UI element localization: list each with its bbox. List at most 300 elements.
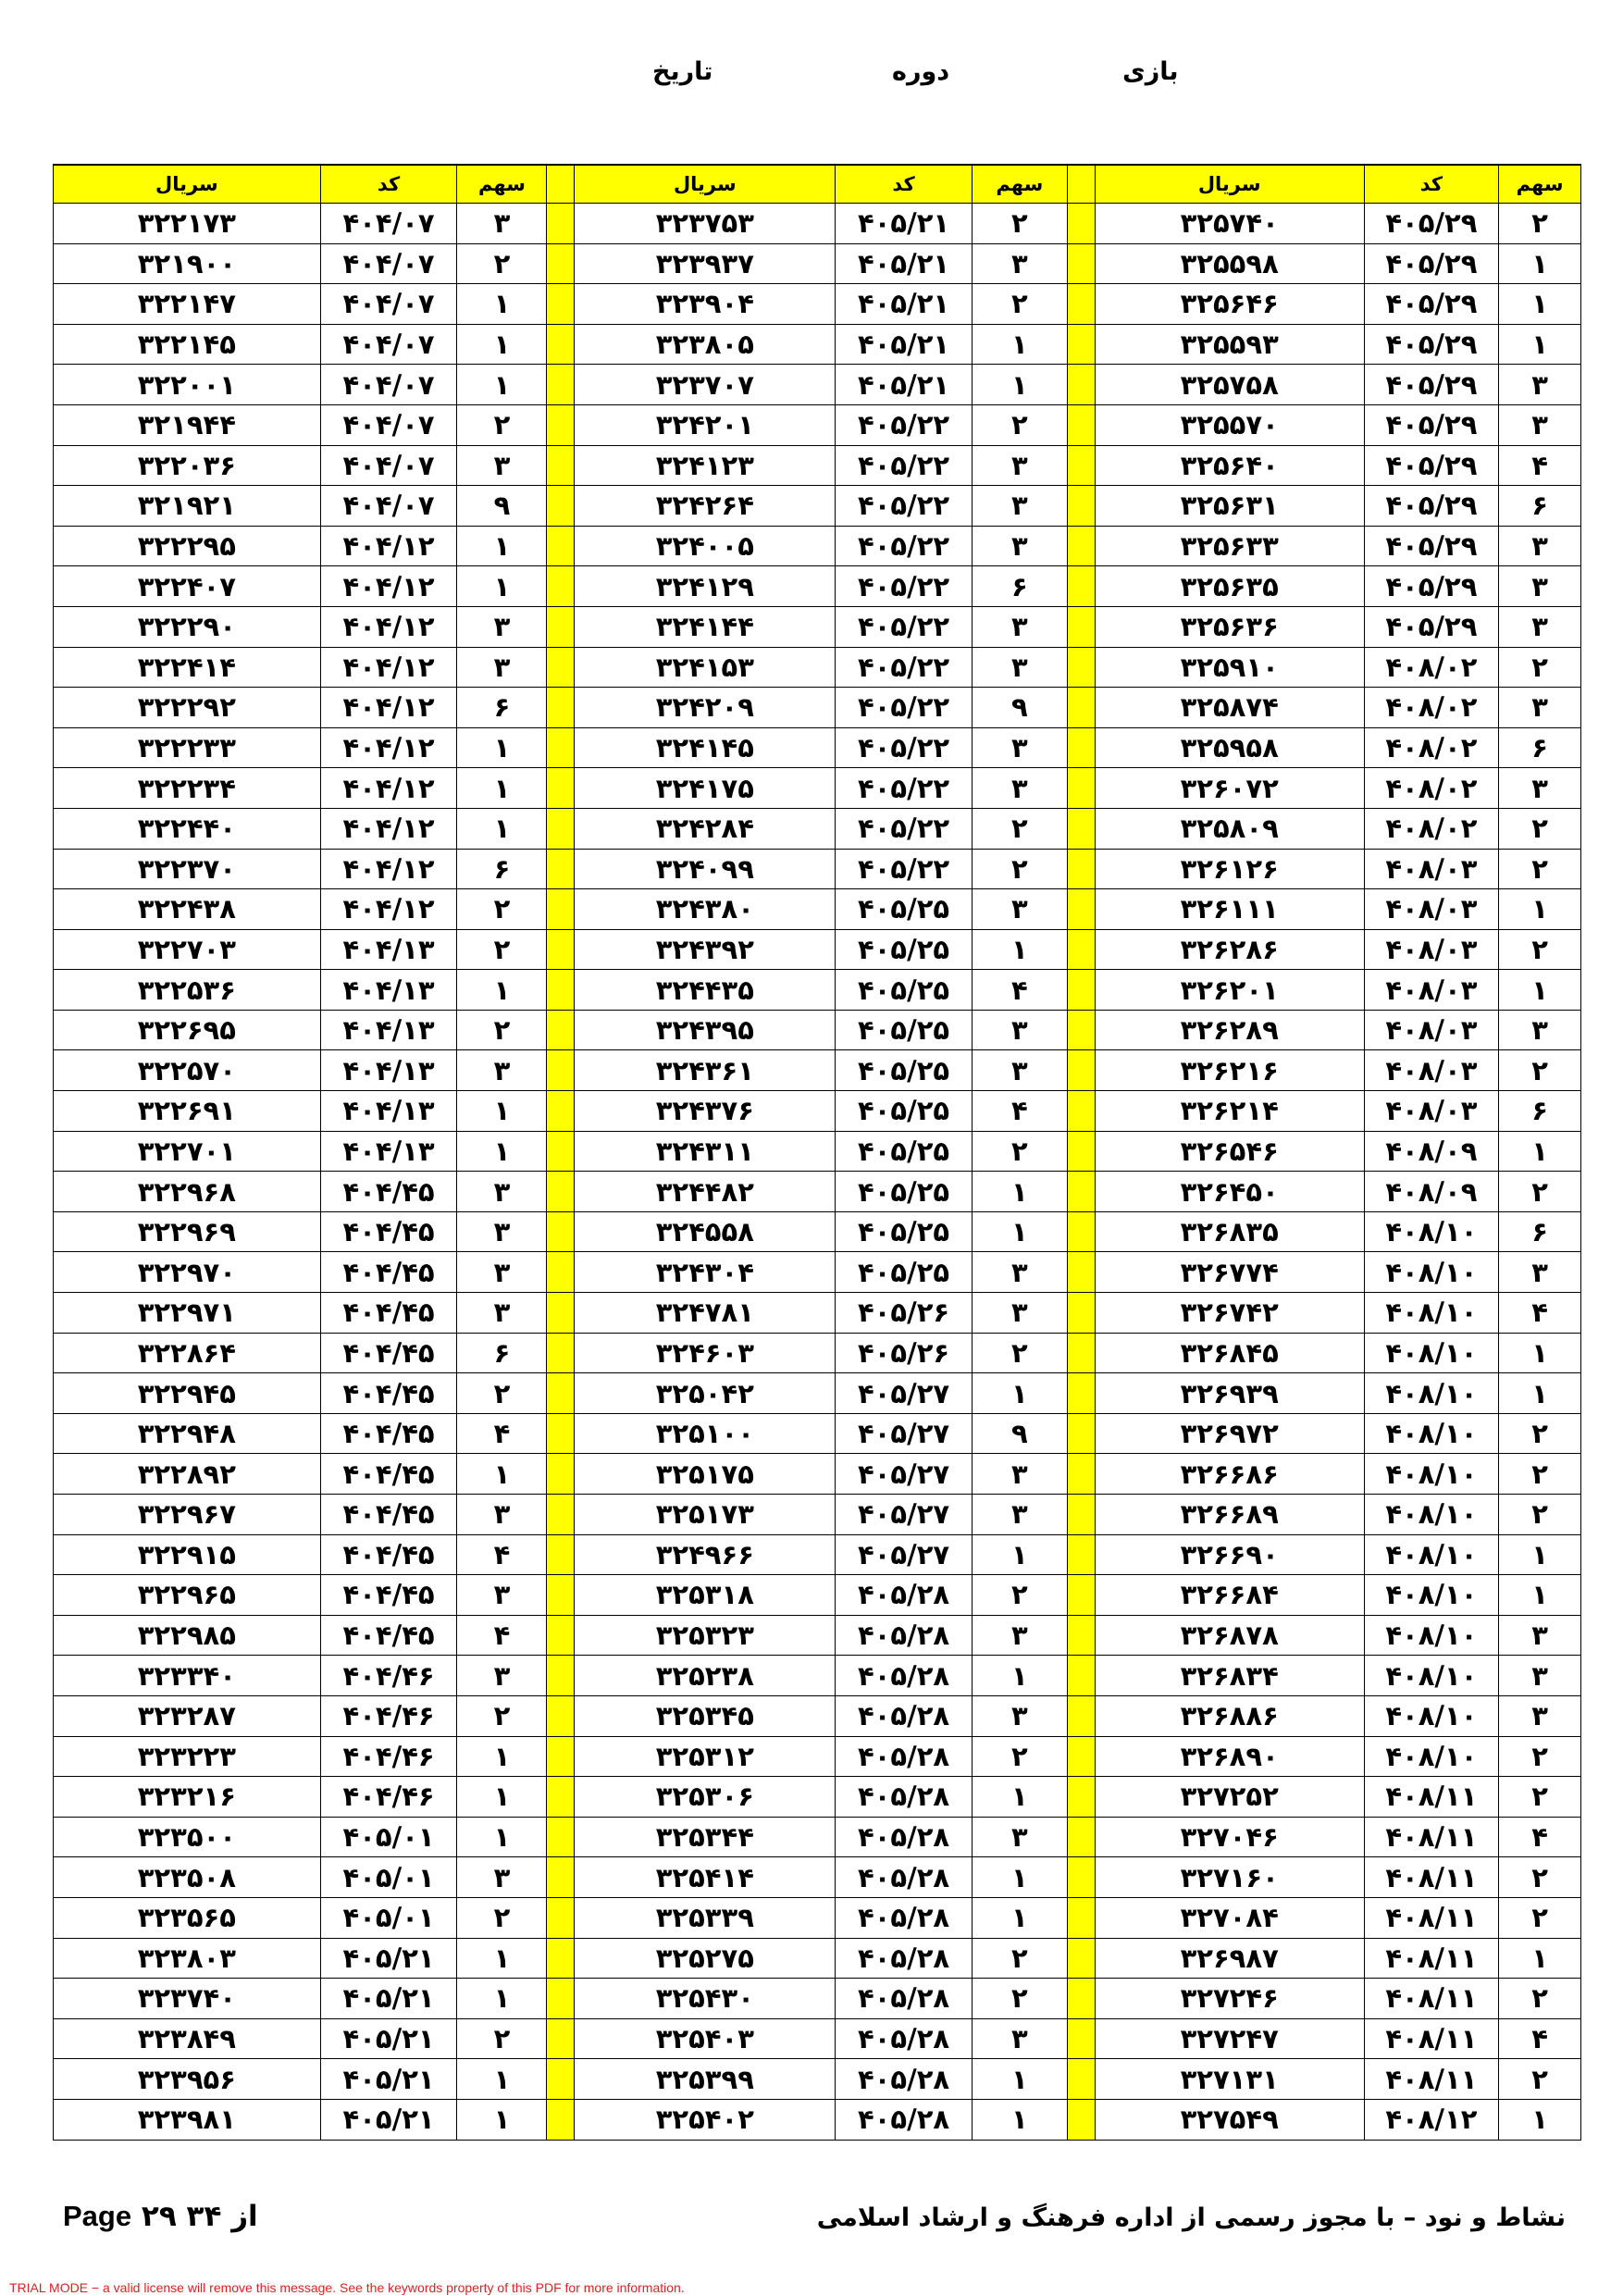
column-spacer [547,1736,575,1777]
cell-serial: ۳۲۶۷۴۲ [1095,1293,1364,1334]
column-spacer [547,1373,575,1414]
cell-share: ۲ [457,1373,547,1414]
column-spacer [1067,1979,1095,2019]
cell-serial: ۳۲۶۹۳۹ [1095,1373,1364,1414]
cell-serial: ۳۲۴۴۸۲ [575,1172,836,1212]
column-spacer [1067,1575,1095,1616]
cell-code: ۴۰۴/۱۲ [320,647,457,688]
cell-share: ۱ [1499,889,1581,930]
cell-share: ۲ [457,404,547,445]
cell-code: ۴۰۸/۰۲ [1364,688,1498,728]
cell-share: ۲ [972,284,1067,325]
column-spacer [1067,1495,1095,1535]
cell-code: ۴۰۵/۲۹ [1364,404,1498,445]
column-spacer [547,1979,575,2019]
column-spacer [547,486,575,527]
table-row [54,1293,1581,1334]
cell-serial: ۳۲۲۳۷۰ [54,849,321,889]
column-spacer [1067,1252,1095,1293]
cell-code: ۴۰۴/۱۳ [320,1091,457,1132]
column-spacer [547,1817,575,1857]
cell-share: ۲ [1499,1777,1581,1818]
column-spacer [1067,1131,1095,1172]
cell-serial: ۳۲۳۵۰۰ [54,1817,321,1857]
cell-share: ۳ [1499,606,1581,647]
cell-serial: ۳۲۷۰۴۶ [1095,1817,1364,1857]
cell-serial: ۳۲۶۵۴۶ [1095,1131,1364,1172]
cell-serial: ۳۲۲۰۰۱ [54,365,321,405]
cell-code: ۴۰۵/۲۵ [836,970,973,1011]
cell-code: ۴۰۸/۱۰ [1364,1575,1498,1616]
cell-share: ۲ [972,1736,1067,1777]
column-spacer [1067,1373,1095,1414]
cell-code: ۴۰۵/۲۲ [836,688,973,728]
table-row [54,849,1581,889]
cell-share: ۳ [457,1857,547,1898]
cell-share: ۲ [972,1575,1067,1616]
cell-share: ۳ [972,1010,1067,1050]
col-header-share: سهم [972,165,1067,204]
cell-share: ۲ [1499,204,1581,244]
cell-share: ۱ [457,768,547,809]
cell-share: ۶ [457,849,547,889]
cell-share: ۲ [1499,1050,1581,1091]
cell-code: ۴۰۵/۲۲ [836,768,973,809]
cell-share: ۲ [457,929,547,970]
cell-share: ۲ [972,404,1067,445]
column-spacer [1067,2099,1095,2140]
column-spacer [1067,1777,1095,1818]
cell-share: ۳ [972,1817,1067,1857]
cell-code: ۴۰۵/۲۹ [1364,204,1498,244]
cell-code: ۴۰۴/۱۲ [320,566,457,607]
cell-serial: ۳۲۲۷۰۳ [54,929,321,970]
cell-code: ۴۰۴/۴۵ [320,1615,457,1656]
table-row [54,445,1581,486]
col-header-share: سهم [1499,165,1581,204]
cell-serial: ۳۲۴۲۰۹ [575,688,836,728]
cell-serial: ۳۲۲۱۴۷ [54,284,321,325]
column-spacer [1067,1454,1095,1495]
cell-code: ۴۰۵/۲۵ [836,1010,973,1050]
table-row [54,929,1581,970]
column-spacer [1067,1817,1095,1857]
cell-share: ۳ [1499,688,1581,728]
cell-code: ۴۰۵/۲۸ [836,1777,973,1818]
of-label: از [231,2200,258,2233]
current-page: ۲۹ [141,2200,177,2233]
cell-share: ۲ [1499,1857,1581,1898]
column-spacer [1067,1897,1095,1938]
cell-serial: ۳۲۵۹۱۰ [1095,647,1364,688]
column-spacer [547,526,575,566]
cell-code: ۴۰۸/۰۹ [1364,1131,1498,1172]
cell-code: ۴۰۴/۱۲ [320,606,457,647]
cell-serial: ۳۲۵۶۳۶ [1095,606,1364,647]
table-header-row [54,165,1581,204]
cell-code: ۴۰۸/۱۰ [1364,1495,1498,1535]
cell-share: ۱ [457,808,547,849]
cell-share: ۴ [457,1413,547,1454]
cell-serial: ۳۲۴۲۸۴ [575,808,836,849]
cell-share: ۹ [457,486,547,527]
column-spacer [1067,1010,1095,1050]
column-spacer [1067,284,1095,325]
cell-serial: ۳۲۵۳۹۹ [575,2059,836,2100]
column-spacer [1067,727,1095,768]
column-spacer [547,1091,575,1132]
cell-share: ۱ [457,566,547,607]
cell-share: ۲ [1499,929,1581,970]
column-spacer [547,1211,575,1252]
column-spacer [547,404,575,445]
cell-serial: ۳۲۳۳۴۰ [54,1656,321,1696]
cell-serial: ۳۲۳۸۰۵ [575,324,836,365]
cell-code: ۴۰۸/۱۰ [1364,1656,1498,1696]
cell-code: ۴۰۴/۱۲ [320,889,457,930]
cell-code: ۴۰۸/۱۱ [1364,1817,1498,1857]
table-row [54,647,1581,688]
cell-code: ۴۰۵/۲۸ [836,1897,973,1938]
cell-share: ۲ [457,1010,547,1050]
table-row [54,1736,1581,1777]
cell-code: ۴۰۵/۲۹ [1364,284,1498,325]
cell-serial: ۳۲۵۸۷۴ [1095,688,1364,728]
cell-share: ۳ [972,889,1067,930]
table-row [54,1413,1581,1454]
cell-serial: ۳۲۶۸۳۴ [1095,1656,1364,1696]
table-row [54,1857,1581,1898]
column-spacer [1067,1172,1095,1212]
cell-code: ۴۰۵/۲۲ [836,647,973,688]
cell-serial: ۳۲۵۰۴۲ [575,1373,836,1414]
cell-serial: ۳۲۲۲۳۴ [54,768,321,809]
cell-share: ۶ [972,566,1067,607]
cell-share: ۳ [1499,1010,1581,1050]
cell-code: ۴۰۸/۱۱ [1364,2059,1498,2100]
column-spacer [1067,1736,1095,1777]
cell-code: ۴۰۸/۱۲ [1364,2099,1498,2140]
cell-share: ۱ [457,1777,547,1818]
cell-serial: ۳۲۲۲۹۰ [54,606,321,647]
cell-code: ۴۰۵/۲۵ [836,929,973,970]
cell-serial: ۳۲۶۰۷۲ [1095,768,1364,809]
cell-code: ۴۰۸/۱۰ [1364,1695,1498,1736]
header-period-label: دوره [892,57,950,86]
column-spacer [1067,1050,1095,1091]
cell-code: ۴۰۴/۴۶ [320,1777,457,1818]
cell-serial: ۳۲۷۲۴۶ [1095,1979,1364,2019]
cell-serial: ۳۲۶۱۲۶ [1095,849,1364,889]
column-spacer [1067,849,1095,889]
cell-serial: ۳۲۲۹۱۵ [54,1534,321,1575]
column-spacer [547,1413,575,1454]
cell-serial: ۳۲۲۸۹۲ [54,1454,321,1495]
table-row [54,1817,1581,1857]
table-row [54,1897,1581,1938]
cell-code: ۴۰۵/۲۹ [1364,526,1498,566]
cell-share: ۳ [972,1293,1067,1334]
col-header-serial: سریال [1095,165,1364,204]
column-spacer [547,1656,575,1696]
results-table [53,164,1581,2141]
cell-share: ۴ [457,1534,547,1575]
column-spacer [1067,486,1095,527]
table-row [54,1373,1581,1414]
table-row [54,1575,1581,1616]
column-spacer [547,1252,575,1293]
table-row [54,324,1581,365]
cell-serial: ۳۲۶۷۷۴ [1095,1252,1364,1293]
column-spacer [1067,2059,1095,2100]
cell-serial: ۳۲۵۳۳۹ [575,1897,836,1938]
cell-code: ۴۰۴/۱۲ [320,808,457,849]
column-spacer [547,1534,575,1575]
cell-code: ۴۰۸/۱۰ [1364,1413,1498,1454]
cell-code: ۴۰۴/۱۲ [320,849,457,889]
cell-share: ۲ [457,243,547,284]
cell-code: ۴۰۵/۲۸ [836,1736,973,1777]
cell-code: ۴۰۵/۲۸ [836,2018,973,2059]
cell-serial: ۳۲۵۱۷۵ [575,1454,836,1495]
cell-share: ۳ [457,1252,547,1293]
column-spacer [547,970,575,1011]
cell-code: ۴۰۵/۲۲ [836,526,973,566]
cell-share: ۳ [457,606,547,647]
cell-code: ۴۰۸/۰۲ [1364,647,1498,688]
cell-share: ۱ [1499,1333,1581,1373]
cell-share: ۱ [972,929,1067,970]
cell-code: ۴۰۵/۲۱ [836,324,973,365]
column-spacer [1067,404,1095,445]
cell-serial: ۳۲۶۸۷۸ [1095,1615,1364,1656]
cell-share: ۱ [457,1938,547,1979]
cell-code: ۴۰۵/۲۲ [836,566,973,607]
cell-code: ۴۰۵/۲۵ [836,1172,973,1212]
cell-serial: ۳۲۵۴۱۴ [575,1857,836,1898]
cell-share: ۲ [972,204,1067,244]
cell-share: ۲ [1499,1413,1581,1454]
header-date-label: تاریخ [652,57,713,86]
cell-serial: ۳۲۴۳۱۱ [575,1131,836,1172]
page-indicator [63,2200,258,2233]
cell-code: ۴۰۸/۱۰ [1364,1373,1498,1414]
cell-share: ۶ [1499,1091,1581,1132]
cell-code: ۴۰۵/۲۸ [836,1817,973,1857]
cell-share: ۳ [457,1211,547,1252]
cell-code: ۴۰۵/۲۵ [836,889,973,930]
cell-serial: ۳۲۲۴۳۸ [54,889,321,930]
cell-share: ۱ [1499,243,1581,284]
column-spacer [1067,445,1095,486]
table-row [54,1534,1581,1575]
cell-share: ۳ [457,1495,547,1535]
cell-serial: ۳۲۱۹۲۱ [54,486,321,527]
cell-serial: ۳۲۵۵۷۰ [1095,404,1364,445]
cell-serial: ۳۲۳۷۰۷ [575,365,836,405]
cell-code: ۴۰۸/۱۱ [1364,2018,1498,2059]
cell-serial: ۳۲۵۳۴۵ [575,1695,836,1736]
cell-code: ۴۰۸/۱۰ [1364,1333,1498,1373]
column-spacer [547,2018,575,2059]
cell-share: ۳ [1499,768,1581,809]
cell-share: ۱ [457,1736,547,1777]
cell-code: ۴۰۵/۲۱ [320,1938,457,1979]
cell-serial: ۳۲۳۸۴۹ [54,2018,321,2059]
cell-code: ۴۰۴/۴۵ [320,1172,457,1212]
cell-serial: ۳۲۶۹۷۲ [1095,1413,1364,1454]
cell-serial: ۳۲۶۲۸۹ [1095,1010,1364,1050]
cell-code: ۴۰۵/۰۱ [320,1897,457,1938]
cell-share: ۳ [972,1495,1067,1535]
cell-serial: ۳۲۶۶۸۹ [1095,1495,1364,1535]
cell-share: ۱ [972,324,1067,365]
cell-serial: ۳۲۴۳۹۵ [575,1010,836,1050]
cell-share: ۱ [972,1656,1067,1696]
column-spacer [547,1333,575,1373]
cell-share: ۳ [1499,404,1581,445]
cell-code: ۴۰۴/۴۶ [320,1695,457,1736]
cell-share: ۳ [457,1050,547,1091]
cell-share: ۱ [972,1897,1067,1938]
cell-code: ۴۰۴/۰۷ [320,365,457,405]
cell-code: ۴۰۵/۲۸ [836,2059,973,2100]
column-spacer [547,204,575,244]
cell-serial: ۳۲۳۹۵۶ [54,2059,321,2100]
cell-serial: ۳۲۳۵۰۸ [54,1857,321,1898]
cell-serial: ۳۲۲۲۹۵ [54,526,321,566]
cell-code: ۴۰۵/۲۶ [836,1333,973,1373]
column-spacer [547,1454,575,1495]
cell-share: ۲ [457,2018,547,2059]
cell-serial: ۳۲۵۹۵۸ [1095,727,1364,768]
table-row [54,727,1581,768]
cell-share: ۱ [457,2059,547,2100]
cell-share: ۲ [1499,1979,1581,2019]
column-spacer [1067,606,1095,647]
column-spacer [547,284,575,325]
cell-code: ۴۰۵/۲۸ [836,1656,973,1696]
cell-code: ۴۰۸/۱۰ [1364,1736,1498,1777]
cell-code: ۴۰۸/۱۱ [1364,1938,1498,1979]
cell-share: ۶ [1499,486,1581,527]
cell-serial: ۳۲۶۶۸۶ [1095,1454,1364,1495]
cell-serial: ۳۲۵۵۹۸ [1095,243,1364,284]
cell-serial: ۳۲۴۳۷۶ [575,1091,836,1132]
col-header-code: کد [320,165,457,204]
cell-serial: ۳۲۵۲۳۸ [575,1656,836,1696]
cell-code: ۴۰۵/۲۷ [836,1413,973,1454]
cell-serial: ۳۲۶۲۱۶ [1095,1050,1364,1091]
cell-share: ۱ [972,1172,1067,1212]
cell-share: ۱ [972,1777,1067,1818]
cell-serial: ۳۲۲۹۷۰ [54,1252,321,1293]
cell-share: ۲ [1499,1736,1581,1777]
column-spacer [1067,768,1095,809]
column-spacer [1067,1695,1095,1736]
column-spacer [1067,243,1095,284]
col-header-code: کد [1364,165,1498,204]
cell-serial: ۳۲۴۱۲۳ [575,445,836,486]
cell-share: ۳ [457,647,547,688]
table-row [54,1979,1581,2019]
cell-serial: ۳۲۳۸۰۳ [54,1938,321,1979]
cell-serial: ۳۲۴۱۵۳ [575,647,836,688]
cell-share: ۱ [972,1534,1067,1575]
cell-share: ۲ [457,1897,547,1938]
cell-serial: ۳۲۵۳۱۸ [575,1575,836,1616]
cell-share: ۴ [1499,1817,1581,1857]
cell-share: ۱ [457,284,547,325]
cell-share: ۳ [972,486,1067,527]
cell-code: ۴۰۴/۴۵ [320,1495,457,1535]
cell-code: ۴۰۴/۴۵ [320,1293,457,1334]
cell-code: ۴۰۴/۰۷ [320,324,457,365]
table-row [54,688,1581,728]
cell-share: ۹ [972,1413,1067,1454]
cell-share: ۳ [457,1656,547,1696]
cell-code: ۴۰۵/۲۵ [836,1050,973,1091]
column-spacer [1067,365,1095,405]
cell-share: ۳ [457,1172,547,1212]
table-row [54,284,1581,325]
cell-serial: ۳۲۳۵۶۵ [54,1897,321,1938]
cell-code: ۴۰۴/۴۵ [320,1575,457,1616]
cell-code: ۴۰۴/۴۵ [320,1413,457,1454]
cell-share: ۳ [1499,1615,1581,1656]
cell-code: ۴۰۸/۱۰ [1364,1534,1498,1575]
cell-serial: ۳۲۷۵۴۹ [1095,2099,1364,2140]
cell-code: ۴۰۸/۱۱ [1364,1897,1498,1938]
cell-code: ۴۰۵/۲۱ [836,284,973,325]
cell-code: ۴۰۵/۲۲ [836,486,973,527]
column-spacer [1067,688,1095,728]
cell-serial: ۳۲۶۶۸۴ [1095,1575,1364,1616]
cell-code: ۴۰۴/۴۵ [320,1454,457,1495]
cell-serial: ۳۲۴۲۶۴ [575,486,836,527]
cell-share: ۳ [457,204,547,244]
column-spacer [547,1777,575,1818]
column-spacer [1067,1333,1095,1373]
cell-share: ۶ [1499,727,1581,768]
cell-code: ۴۰۸/۰۳ [1364,1010,1498,1050]
cell-share: ۲ [1499,1172,1581,1212]
cell-code: ۴۰۵/۲۵ [836,1211,973,1252]
cell-serial: ۳۲۴۳۰۴ [575,1252,836,1293]
cell-serial: ۳۲۳۷۴۰ [54,1979,321,2019]
cell-share: ۱ [457,324,547,365]
cell-code: ۴۰۸/۱۰ [1364,1211,1498,1252]
cell-code: ۴۰۵/۲۷ [836,1454,973,1495]
table-row [54,808,1581,849]
cell-code: ۴۰۴/۴۵ [320,1373,457,1414]
cell-code: ۴۰۵/۲۸ [836,1857,973,1898]
cell-serial: ۳۲۵۳۲۳ [575,1615,836,1656]
cell-serial: ۳۲۲۸۶۴ [54,1333,321,1373]
cell-serial: ۳۲۱۹۰۰ [54,243,321,284]
table-row [54,1252,1581,1293]
cell-serial: ۳۲۳۹۸۱ [54,2099,321,2140]
license-notice: نشاط و نود – با مجوز رسمی از اداره فرهنگ و ارشاد اسلامی [816,2203,1566,2232]
cell-share: ۲ [1499,1454,1581,1495]
cell-share: ۱ [457,727,547,768]
cell-share: ۲ [1499,808,1581,849]
table-row [54,2018,1581,2059]
table-row [54,768,1581,809]
cell-share: ۳ [972,243,1067,284]
cell-code: ۴۰۵/۲۲ [836,727,973,768]
cell-serial: ۳۲۲۹۶۸ [54,1172,321,1212]
